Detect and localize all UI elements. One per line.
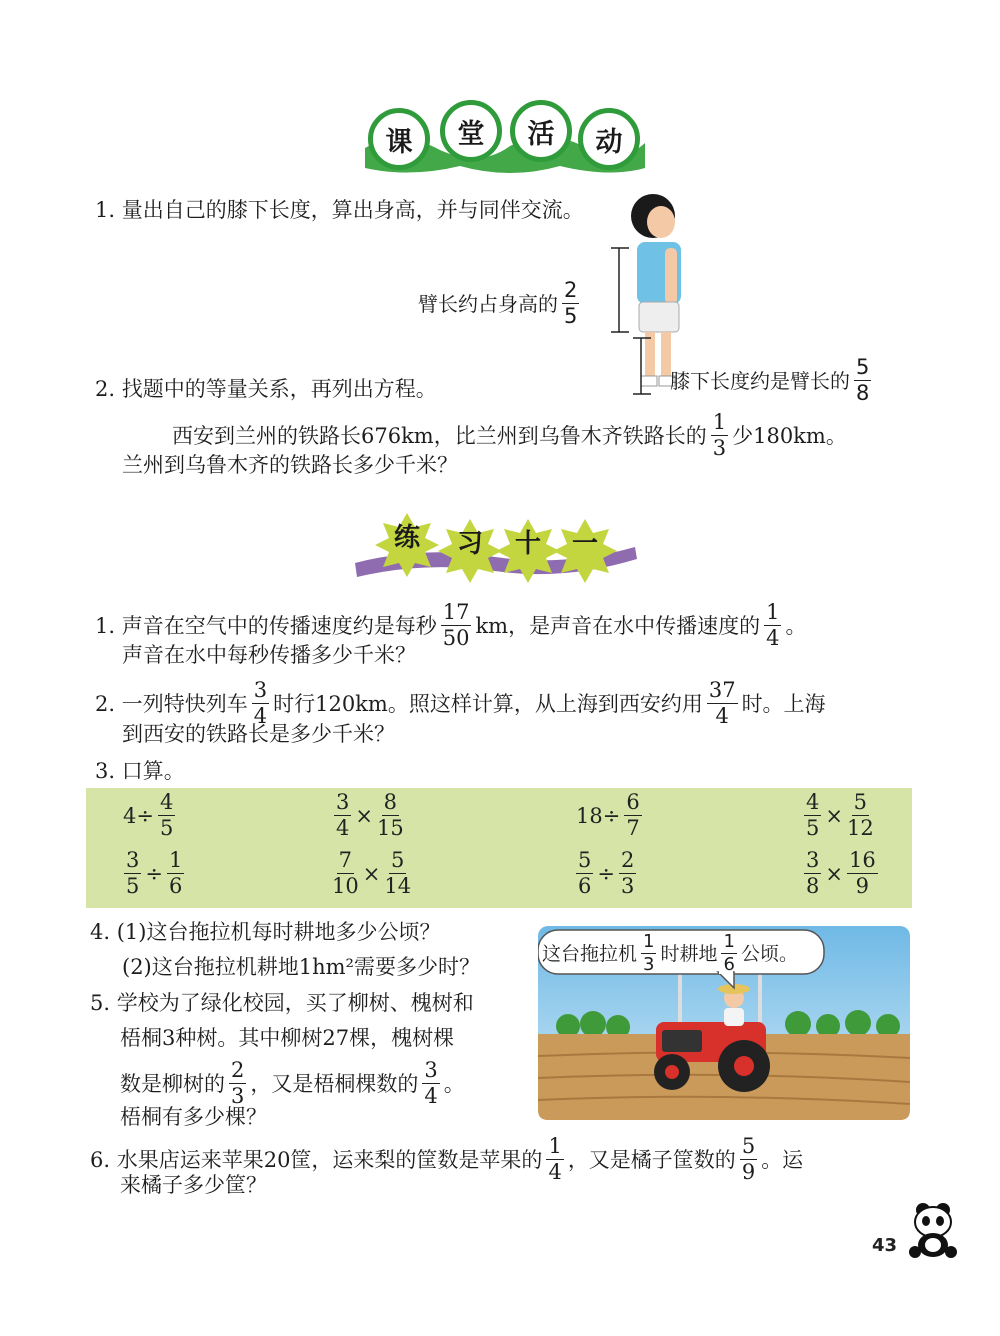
exercise-p3: 3. 口算。 bbox=[95, 759, 185, 783]
exercise-p5-line3: 数是柳树的 $\frac{2}{3}$ ，又是梧桐棵数的 $\frac{3}{4}$ 。 bbox=[120, 1058, 465, 1108]
calc-item-5: $\frac{3}{5}$ ÷ $\frac{1}{6}$ bbox=[126, 848, 183, 898]
exercise-p6-line2: 来橘子多少筐？ bbox=[120, 1173, 267, 1197]
exercise-p1-line2: 声音在水中每秒传播多少千米？ bbox=[122, 643, 416, 667]
activity-q2-line2: 兰州到乌鲁木齐的铁路长多少千米？ bbox=[122, 453, 458, 477]
calc-item-8: $\frac{3}{8}$ × $\frac{16}{9}$ bbox=[806, 848, 876, 898]
exercise-p1: 1. 声音在空气中的传播速度约是每秒 $\frac{17}{50}$ km，是声音在水中传播速度的 $\frac{1}{4}$ 。 bbox=[95, 600, 807, 650]
calc-item-4: $\frac{4}{5}$ × $\frac{5}{12}$ bbox=[806, 790, 874, 840]
activity-q1: 1. 量出自己的膝下长度，算出身高，并与同伴交流。 bbox=[95, 198, 584, 222]
exercise-p5-line1: 5. 学校为了绿化校园，买了柳树、槐树和 bbox=[90, 991, 474, 1015]
activity-title-char-3: 活 bbox=[510, 100, 572, 162]
exercise-title-char-2: 习 bbox=[456, 528, 483, 559]
exercise-p4-line1: 4. (1)这台拖拉机每时耕地多少公顷？ bbox=[90, 920, 441, 944]
exercise-p6: 6. 水果店运来苹果20筐，运来梨的筐数是苹果的 $\frac{1}{4}$ ，又是橘子筐数的 $\frac{5}{9}$ 。运 bbox=[90, 1134, 804, 1184]
activity-title-char-1: 课 bbox=[368, 108, 430, 170]
exercise-title-char-1: 练 bbox=[393, 522, 420, 553]
speech-bubble-text: 这台拖拉机 $\frac{1}{3}$ 时耕地 $\frac{1}{6}$ 公顷。 bbox=[542, 931, 798, 975]
calc-item-2: $\frac{3}{4}$ × $\frac{8}{15}$ bbox=[336, 790, 404, 840]
calc-item-1: 4 ÷ $\frac{4}{5}$ bbox=[123, 790, 174, 840]
page-number: 43 bbox=[872, 1235, 898, 1256]
exercise-title-char-3: 十 bbox=[514, 528, 541, 559]
exercise-p5-line2: 梧桐3种树。其中柳树27棵，槐树棵 bbox=[120, 1026, 455, 1050]
knee-fraction: $\frac{5}{8}$ bbox=[856, 355, 870, 405]
exercise-p5-line4: 梧桐有多少棵？ bbox=[120, 1105, 267, 1129]
activity-title-char-4: 动 bbox=[578, 108, 640, 170]
exercise-p4-line2: (2)这台拖拉机耕地1hm²需要多少时？ bbox=[122, 955, 480, 979]
calc-item-7: $\frac{5}{6}$ ÷ $\frac{2}{3}$ bbox=[578, 848, 635, 898]
exercise-p2-line2: 到西安的铁路长是多少千米？ bbox=[122, 722, 395, 746]
exercise-p2: 2. 一列特快列车 $\frac{3}{4}$ 时行120km。照这样计算，从上海到西安约用 $\frac{37}{4}$ 时。上海 bbox=[95, 678, 826, 728]
calc-item-3: 18 ÷ $\frac{6}{7}$ bbox=[576, 790, 640, 840]
activity-title-char-2: 堂 bbox=[440, 100, 502, 162]
calc-item-6: $\frac{7}{10}$ × $\frac{5}{14}$ bbox=[332, 848, 412, 898]
mental-math-box bbox=[86, 788, 912, 908]
exercise-title-char-4: 一 bbox=[571, 528, 598, 559]
activity-q2: 2. 找题中的等量关系，再列出方程。 bbox=[95, 377, 437, 401]
arm-length-label: 臂长约占身高的 $\frac{2}{5}$ bbox=[418, 278, 578, 328]
knee-length-label: 膝下长度约是臂长的 $\frac{5}{8}$ bbox=[670, 355, 870, 405]
panda-icon bbox=[905, 1200, 960, 1260]
arm-fraction: $\frac{2}{5}$ bbox=[564, 278, 578, 328]
activity-q2-line1: 西安到兰州的铁路长676km，比兰州到乌鲁木齐铁路长的 $\frac{1}{3}$ 少180km。 bbox=[172, 410, 847, 460]
